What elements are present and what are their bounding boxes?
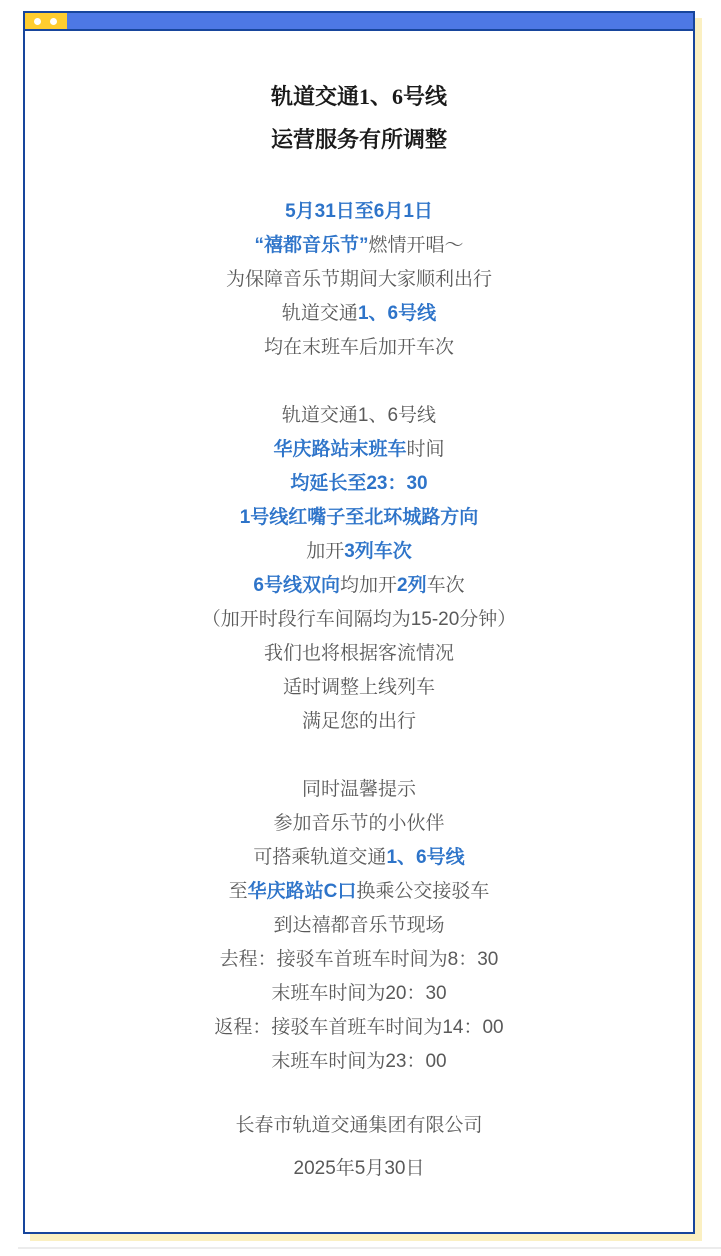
body-line (25, 705, 693, 739)
window-dot-icon (34, 18, 41, 25)
page-divider (18, 1247, 721, 1249)
notice-content (25, 75, 693, 1186)
body-line (25, 263, 693, 297)
body-line (25, 1045, 693, 1079)
body-line (25, 331, 693, 365)
body-line (25, 229, 693, 263)
notice-card (23, 11, 695, 1234)
body-text: 去程：接驳车首班车时间为8：30 (219, 949, 499, 970)
notice-title-line-2: 运营服务有所调整 (270, 127, 447, 152)
notice-title (25, 75, 693, 161)
notice-title-line-1: 轨道交通1、6号线 (270, 84, 447, 109)
highlighted-text: 2列 (397, 575, 427, 596)
body-line (25, 977, 693, 1011)
body-text: 轨道交通 (281, 303, 358, 324)
highlighted-text: 5月31日至6月1日 (285, 201, 433, 222)
highlighted-text: “禧都音乐节” (254, 235, 369, 256)
section-music-festival-announcement (25, 195, 693, 365)
body-line (25, 841, 693, 875)
body-line (25, 773, 693, 807)
body-line (25, 637, 693, 671)
highlighted-text: 6号线双向 (253, 575, 340, 596)
body-text: 为保障音乐节期间大家顺利出行 (225, 269, 492, 290)
body-line (25, 467, 693, 501)
body-text: 到达禧都音乐节现场 (273, 915, 445, 936)
card-top-bar (25, 13, 693, 31)
body-line (25, 399, 693, 433)
body-text: （加开时段行车间隔均为15-20分钟） (201, 609, 517, 630)
body-text: 可搭乘轨道交通 (253, 847, 387, 868)
body-line (25, 297, 693, 331)
body-text: 轨道交通1、6号线 (281, 405, 437, 426)
publish-date: 2025年5月30日 (293, 1158, 425, 1179)
body-text: 换乘公交接驳车 (356, 881, 490, 902)
section-shuttle-bus-tips (25, 773, 693, 1079)
body-line (25, 195, 693, 229)
body-text: 时间 (406, 439, 445, 460)
body-text: 燃情开唱～ (368, 235, 464, 256)
body-text: 末班车时间为23：00 (271, 1051, 447, 1072)
body-line (25, 909, 693, 943)
body-line (25, 535, 693, 569)
highlighted-text: 1、6号线 (357, 303, 437, 324)
body-text: 同时温馨提示 (301, 779, 416, 800)
body-text: 满足您的出行 (301, 711, 416, 732)
highlighted-text: 华庆路站C口 (247, 881, 357, 902)
section-extra-train-details (25, 399, 693, 739)
body-line (25, 1011, 693, 1045)
body-line (25, 433, 693, 467)
body-line (25, 603, 693, 637)
body-text: 返程：接驳车首班车时间为14：00 (214, 1017, 504, 1038)
body-text: 均在末班车后加开车次 (263, 337, 454, 358)
article-body (25, 195, 693, 1079)
company-name: 长春市轨道交通集团有限公司 (235, 1115, 483, 1136)
highlighted-text: 3列车次 (344, 541, 412, 562)
highlighted-text: 1、6号线 (386, 847, 465, 868)
body-text: 均加开 (339, 575, 397, 596)
body-text: 车次 (426, 575, 465, 596)
body-line (25, 671, 693, 705)
window-dot-icon (50, 18, 57, 25)
body-text: 末班车时间为20：30 (271, 983, 447, 1004)
body-line (25, 807, 693, 841)
body-text: 至 (228, 881, 248, 902)
body-text: 适时调整上线列车 (282, 677, 435, 698)
body-line (25, 501, 693, 535)
highlighted-text: 华庆路站末班车 (273, 439, 407, 460)
body-line (25, 569, 693, 603)
notice-footer (25, 1109, 693, 1186)
body-line (25, 875, 693, 909)
body-text: 加开 (306, 541, 345, 562)
highlighted-text: 1号线红嘴子至北环城路方向 (239, 507, 479, 528)
window-dots-tab (25, 13, 67, 29)
body-text: 我们也将根据客流情况 (263, 643, 454, 664)
body-text: 参加音乐节的小伙伴 (273, 813, 445, 834)
highlighted-text: 均延长至23：30 (290, 473, 428, 494)
body-line (25, 943, 693, 977)
